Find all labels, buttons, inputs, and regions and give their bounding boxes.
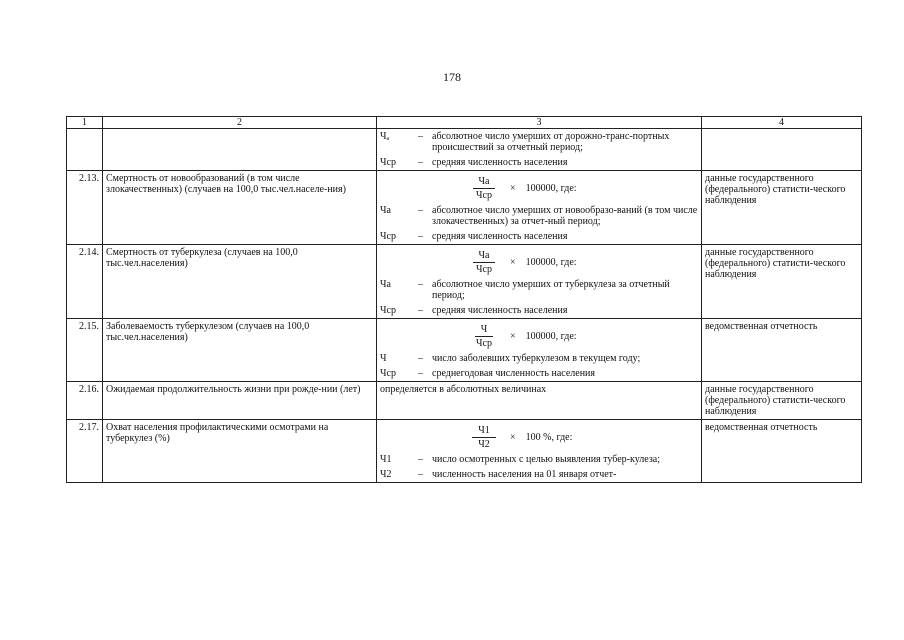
indicator-name bbox=[103, 129, 377, 171]
row-number: 2.13. bbox=[67, 171, 103, 245]
fraction-denominator: Ч2 bbox=[478, 439, 490, 450]
indicator-name: Смертность от новообразований (в том числе злокачественных) (случаев на 100,0 тыс.чел.населе-ния) bbox=[103, 171, 377, 245]
variable-definition: средняя численность населения bbox=[432, 157, 568, 168]
definition-list bbox=[380, 454, 698, 480]
continuation-row bbox=[67, 129, 862, 171]
calculation-method bbox=[377, 129, 702, 171]
variable-definition: число осмотренных с целью выявления тубер-кулеза; bbox=[432, 454, 660, 465]
calculation-method bbox=[377, 420, 702, 483]
data-source: данные государственного (федерального) статисти-ческого наблюдения bbox=[702, 171, 862, 245]
calculation-method bbox=[377, 245, 702, 319]
variable-symbol: Чср bbox=[380, 157, 396, 168]
indicator-name: Ожидаемая продолжительность жизни при рожде-нии (лет) bbox=[103, 382, 377, 420]
header-row bbox=[67, 117, 862, 129]
data-source: ведомственная отчетность bbox=[702, 420, 862, 483]
multiply-sign: × bbox=[510, 257, 516, 268]
dash: – bbox=[418, 157, 423, 168]
data-source: данные государственного (федерального) статисти-ческого наблюдения bbox=[702, 382, 862, 420]
indicator-name: Заболеваемость туберкулезом (случаев на 100,0 тыс.чел.населения) bbox=[103, 319, 377, 382]
column-header-2: 2 bbox=[103, 117, 377, 129]
calculation-method bbox=[377, 171, 702, 245]
variable-definition: число заболевших туберкулезом в текущем году; bbox=[432, 353, 641, 364]
definition-list bbox=[380, 205, 698, 242]
variable-symbol: Ча bbox=[380, 279, 391, 290]
formula bbox=[464, 324, 698, 349]
fraction-numerator: Ч1 bbox=[472, 425, 496, 438]
method-text: определяется в абсолютных величинах bbox=[380, 384, 547, 395]
multiply-sign: × bbox=[510, 331, 516, 342]
data-source: данные государственного (федерального) статисти-ческого наблюдения bbox=[702, 245, 862, 319]
row-number: 2.15. bbox=[67, 319, 103, 382]
variable-symbol: Ч bbox=[380, 353, 387, 364]
calculation-method bbox=[377, 382, 702, 420]
table-row bbox=[67, 245, 862, 319]
indicator-name: Смертность от туберкулеза (случаев на 100,0 тыс.чел.населения) bbox=[103, 245, 377, 319]
variable-symbol: Чср bbox=[380, 305, 396, 316]
table-row bbox=[67, 319, 862, 382]
fraction bbox=[464, 250, 504, 275]
fraction-numerator: Ча bbox=[473, 250, 496, 263]
formula-multiplier: 100000, где: bbox=[525, 183, 577, 194]
formula-multiplier: 100000, где: bbox=[525, 331, 577, 342]
page-number: 178 bbox=[443, 70, 461, 84]
variable-symbol: Чср bbox=[380, 231, 396, 242]
variable-definition: средняя численность населения bbox=[432, 231, 568, 242]
variable-definition: абсолютное число умерших от туберкулеза за отчетный период; bbox=[432, 279, 670, 301]
variable-symbol: Чср bbox=[380, 368, 396, 379]
formula-multiplier: 100000, где: bbox=[525, 257, 577, 268]
dash: – bbox=[418, 205, 423, 216]
formula bbox=[464, 425, 698, 450]
fraction bbox=[464, 176, 504, 201]
dash: – bbox=[418, 454, 423, 465]
multiply-sign: × bbox=[510, 183, 516, 194]
variable-symbol: Ч1 bbox=[380, 454, 392, 465]
data-source bbox=[702, 129, 862, 171]
column-header-4: 4 bbox=[702, 117, 862, 129]
table-row bbox=[67, 382, 862, 420]
formula-multiplier: 100 %, где: bbox=[525, 432, 573, 443]
variable-symbol: Ч2 bbox=[380, 469, 392, 480]
fraction-numerator: Ча bbox=[473, 176, 496, 189]
dash: – bbox=[418, 469, 423, 480]
variable-definition: абсолютное число умерших от новообразо-ваний (в том числе злокачественных) за отчет-ный период; bbox=[432, 205, 698, 227]
row-number: 2.17. bbox=[67, 420, 103, 483]
dash: – bbox=[418, 231, 423, 242]
definition-list bbox=[380, 131, 698, 168]
column-header-1: 1 bbox=[67, 117, 103, 129]
fraction bbox=[464, 425, 504, 450]
formula bbox=[464, 176, 698, 201]
definition-list bbox=[380, 353, 698, 379]
fraction-denominator: Чср bbox=[476, 338, 492, 349]
row-number: 2.14. bbox=[67, 245, 103, 319]
data-source: ведомственная отчетность bbox=[702, 319, 862, 382]
fraction-denominator: Чср bbox=[476, 190, 492, 201]
dash: – bbox=[418, 279, 423, 290]
multiply-sign: × bbox=[510, 432, 516, 443]
variable-definition: абсолютное число умерших от дорожно-транс-портных происшествий за отчетный период; bbox=[432, 131, 670, 153]
table-row bbox=[67, 171, 862, 245]
row-number: 2.16. bbox=[67, 382, 103, 420]
fraction-numerator: Ч bbox=[475, 324, 494, 337]
calculation-method bbox=[377, 319, 702, 382]
variable-definition: средняя численность населения bbox=[432, 305, 568, 316]
indicator-name: Охват населения профилактическими осмотрами на туберкулез (%) bbox=[103, 420, 377, 483]
dash: – bbox=[418, 368, 423, 379]
formula bbox=[464, 250, 698, 275]
column-header-3: 3 bbox=[377, 117, 702, 129]
variable-symbol: Чₐ bbox=[380, 131, 390, 142]
row-number bbox=[67, 129, 103, 171]
dash: – bbox=[418, 131, 423, 142]
variable-definition: численность населения на 01 января отчет- bbox=[432, 469, 617, 480]
fraction bbox=[464, 324, 504, 349]
dash: – bbox=[418, 305, 423, 316]
dash: – bbox=[418, 353, 423, 364]
variable-symbol: Ча bbox=[380, 205, 391, 216]
definition-list bbox=[380, 279, 698, 316]
table-body bbox=[67, 117, 862, 483]
table-row bbox=[67, 420, 862, 483]
indicators-table bbox=[66, 116, 862, 483]
variable-definition: среднегодовая численность населения bbox=[432, 368, 595, 379]
fraction-denominator: Чср bbox=[476, 264, 492, 275]
